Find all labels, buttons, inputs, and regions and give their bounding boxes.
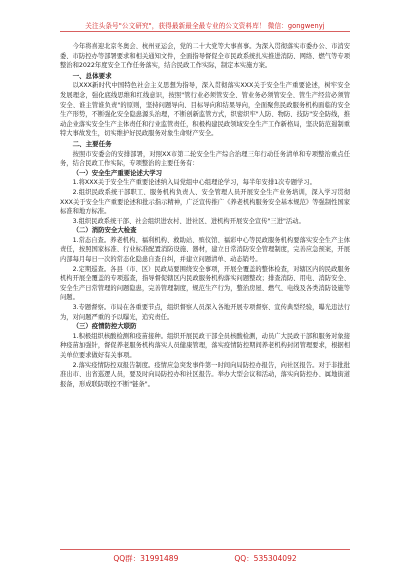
- promo-banner[interactable]: 关注头条号"公文研究"，获得最新最全最专业的公文资料库！ 微信：gongwenyj: [85, 22, 325, 30]
- subsection-2-item-1: 1.常态自查。养老机构、福利机构、救助站、殡仪馆、福彩中心等民政服务机构要落实安全生产主体责任，按照国家标准、行业标准配置消防设施、器材，建立日常消防安全管理制度，完善应急预案，开展内部每月每日一次的常态化隐患自查自纠，并建立问题清单、动态销号。: [60, 236, 350, 264]
- intro-paragraph: 今年将喜迎北京冬奥会、杭州亚运会，党的二十大党等大事喜事。为深入贯彻落实市委办公、市消安委、市防控办等部署要求和相关通知文件，全面指导督促全市民政系统扎实推进消防、网络、燃气等专项整治和2022年度安全工作任务落实，结合民政工作实际，制定本实施方案。: [60, 43, 350, 70]
- section-2-heading: 二、主要任务: [72, 139, 112, 148]
- section-2-paragraph: 按照市安委会的安排部署，对照XX市第二轮安全生产综合治理三年行动任务清单和专项整治重点任务，结合民政工作实际，专项整治的主要任务有：: [60, 150, 350, 168]
- subsection-1-item-3: 3.组织民政系统干部、社会组织进农村、进社区、进机构开展安全宣传"三进"活动。: [72, 217, 305, 225]
- banner-divider: [60, 31, 350, 32]
- document-body: [60, 42, 350, 389]
- subsection-2-item-2: 2.定期巡查。各县（市、区）民政局要围绕安全事项，开展全覆盖的整体检查，对辖区内的民政服务机构开展全覆盖的专项巡查，指导督促辖区内民政服务机构落实问题整改；排查消防、用电、消防安全、安全生产日常管理的问题隐患，完善管理制度，规范生产行为，整治房屋、燃气、电线及各类消防设施等问题。: [60, 265, 350, 302]
- subsection-3-item-1: 1.积极组织核酸检测和疫苗接种。组织开展民政干部全员核酸检测，动员广大民政干部和服务对象接种疫苗加强针，督促养老服务机构落实人员健康管理，落实疫情防控期间养老机构封闭管理要求，根据相关单位要求做好有关事项。: [60, 332, 350, 359]
- subsection-1-item-1: 1.将XXX关于安全生产重要论述纳入局党组中心组理论学习，每半年安排1次专题学习。: [72, 179, 316, 187]
- subsection-1-heading: （一）安全生产重要论述大学习: [72, 168, 163, 177]
- subsection-2-heading: （二）消防安全大检查: [72, 226, 137, 235]
- footer-divider: [60, 549, 350, 550]
- section-1-paragraph: 以XXX新时代中国特色社会主义思想为指导，深入贯彻落实XXX关于安全生产重要论述，树牢安全发展理念，强化底线思维和红线意识，按照"管行业必须管安全、管业务必须管安全、管生产经营必须管安全、谁主管谁负责"的原则，坚持问题导向、目标导向和结果导向，全面聚焦民政服务机构面临的安全生产形势，不断强化安全隐患源头治理，不断创新监管方式，织密织牢"人防、物防、技防"安全防线，推动企业落实安全生产主体责任和行业监管责任，积极构建民政领域安全生产工作新格局，坚决防范遏制重特大事故发生，切实维护好民政服务对象生命财产安全。: [60, 82, 350, 138]
- qq-contact-text[interactable]: QQ：535304092: [234, 554, 297, 563]
- qq-group-text[interactable]: QQ群：31991489: [113, 554, 179, 563]
- subsection-3-item-2: 2.落实疫情防控双报告制度。疫情应急突发事件第一时间向局防控办报告，向社区报告。对于非批批准出市、出省巡逻人员，要及时向局防控办和社区报告。举办大型会议和活动，落实向防控办、属地街道报备，形成联防联控不断"链条"。: [60, 361, 350, 388]
- subsection-2-item-3: 3.专题督察。市局在各重要节点，组织督察人员深入各地开展专项督察、宣传典型经验，曝光违法行为，对问题严重的予以曝光，追究责任。: [60, 304, 350, 321]
- section-1-heading: 一、总体要求: [72, 71, 112, 80]
- subsection-3-heading: （三）疫情防控大联防: [72, 322, 137, 331]
- subsection-1-item-2: 2.组织民政系统干部职工、服务机构负责人、安全管理人员开展安全生产业务培训，深入学习贯彻XXX关于安全生产重要论述和批示指示精神，广泛宣传推广《养老机构服务安全基本规范》等强制性国家标准和地方标准。: [60, 188, 351, 216]
- contact-footer: [60, 553, 350, 564]
